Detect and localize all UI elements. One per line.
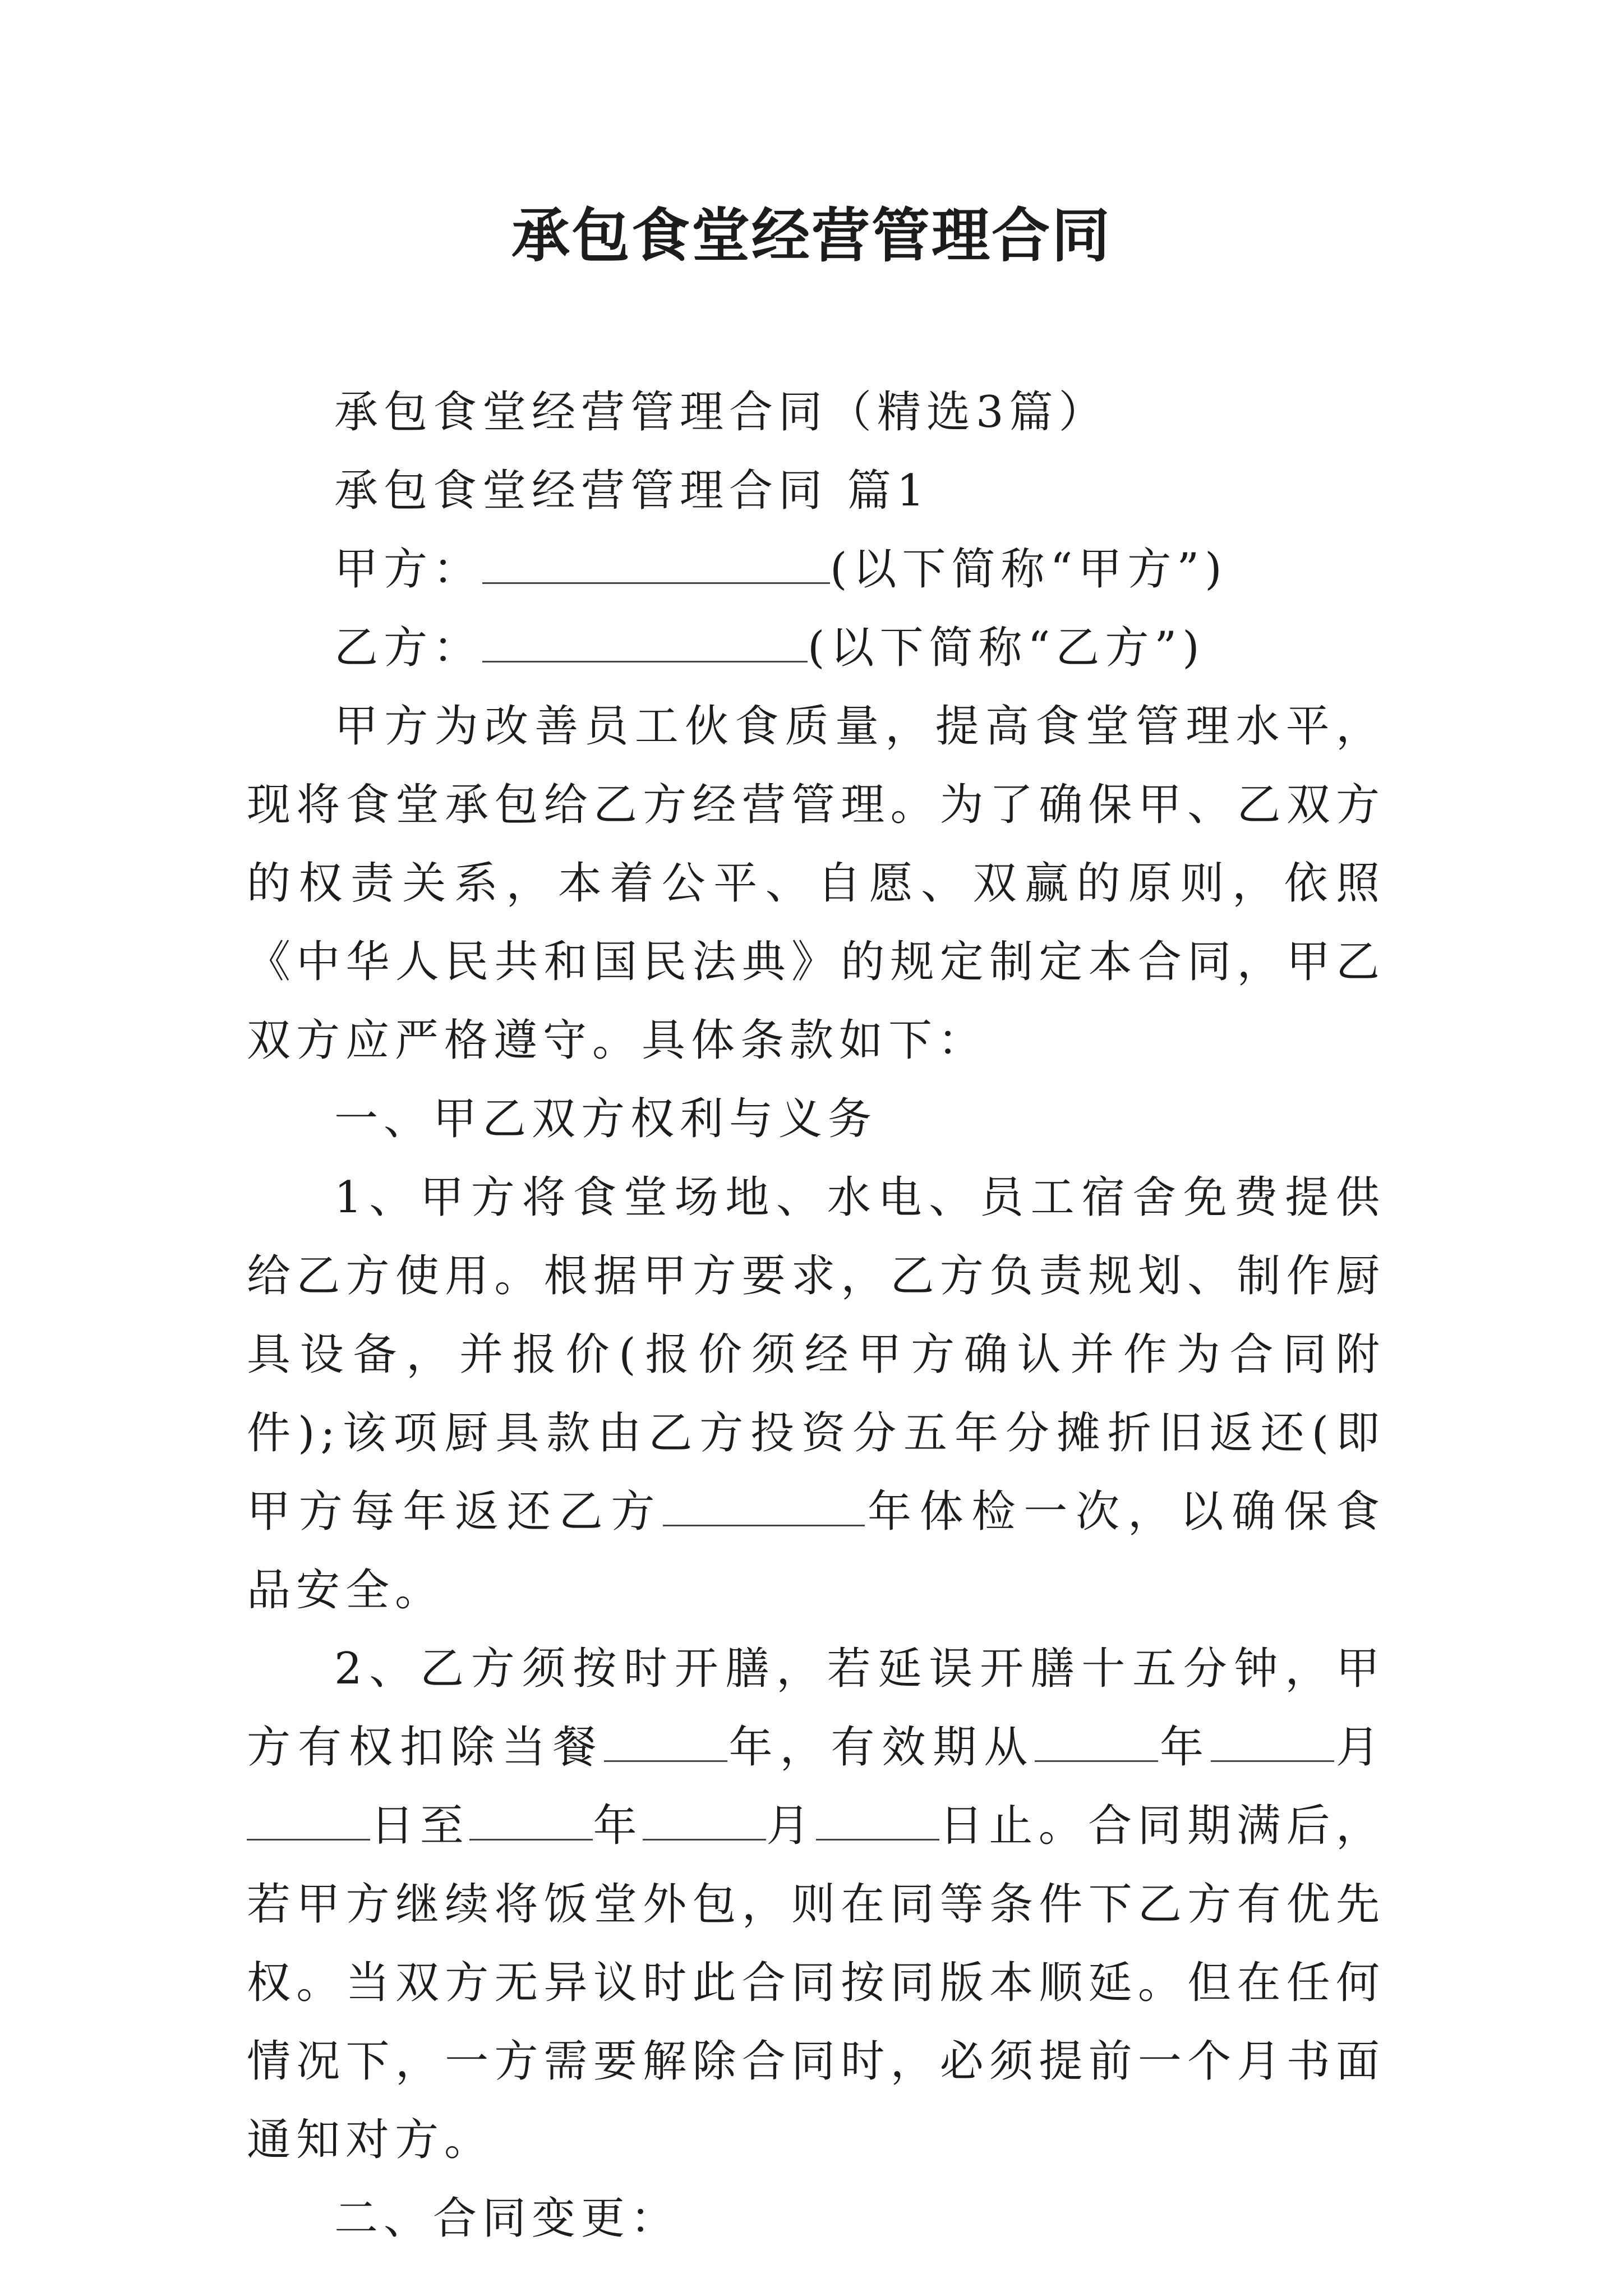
clause-2-blank-4 — [247, 1800, 370, 1841]
subtitle: 承包食堂经营管理合同（精选3篇） — [334, 387, 1108, 438]
party-b-blank — [482, 622, 808, 662]
clause-2-blank-1 — [604, 1721, 727, 1762]
document-body — [247, 373, 1385, 2258]
clause-2-blank-6 — [643, 1800, 766, 1841]
party-a-line — [247, 530, 1385, 609]
party-b-line — [247, 609, 1385, 687]
party-a-suffix: (以下简称“甲方”) — [830, 544, 1228, 595]
clause-2-text-5: 日至 — [370, 1801, 470, 1851]
section-heading: 承包食堂经营管理合同 篇1 — [334, 466, 930, 516]
party-b-label: 乙方： — [334, 623, 483, 673]
clause-1-text-before: 1、甲方将食堂场地、水电、员工宿舍免费提供给乙方使用。根据甲方要求，乙方负责规划、制作厨具设备，并报价(报价须经甲方确认并作为合同附件);该项厨具款由乙方投资分五年分摊折旧返还(即甲方每年返还乙方 — [247, 1172, 1385, 1537]
clause-1-text-after: 年体检一次，以确保食品安全。 — [247, 1487, 1385, 1616]
clause-2 — [247, 1630, 1385, 2179]
heading-rights-obligations: 一、甲乙双方权利与义务 — [334, 1094, 878, 1144]
heading-contract-change: 二、合同变更： — [334, 2193, 680, 2244]
clause-2-text-6: 年 — [593, 1801, 643, 1851]
clause-2-text-8: 日止。合同期满后，若甲方继续将饭堂外包，则在同等条件下乙方有优先权。当双方无异议时此合同按同版本顺延。但在任何情况下，一方需要解除合同时，必须提前一个月书面通知对方。 — [247, 1801, 1385, 2165]
clause-1 — [247, 1158, 1385, 1630]
clause-2-blank-5 — [469, 1800, 593, 1841]
intro-paragraph: 甲方为改善员工伙食质量，提高食堂管理水平，现将食堂承包给乙方经营管理。为了确保甲、乙双方的权责关系，本着公平、自愿、双赢的原则，依照《中华人民共和国民法典》的规定制定本合同，甲乙双方应严格遵守。具体条款如下： — [247, 701, 1385, 1066]
clause-2-text-2: 年，有效期从 — [727, 1722, 1035, 1773]
party-b-suffix: (以下简称“乙方”) — [808, 623, 1205, 673]
clause-2-blank-3 — [1211, 1721, 1334, 1762]
clause-2-text-3: 年 — [1158, 1722, 1211, 1773]
clause-2-text-1: 2、乙方须按时开膳，若延误开膳十五分钟，甲方有权扣除当餐 — [247, 1644, 1385, 1773]
party-a-label: 甲方： — [334, 544, 483, 595]
clause-2-text-4: 月 — [1334, 1722, 1385, 1773]
clause-1-blank — [663, 1485, 865, 1526]
clause-2-text-7: 月 — [766, 1801, 816, 1851]
document-title: 承包食堂经营管理合同 — [511, 201, 1112, 270]
clause-2-blank-2 — [1035, 1721, 1158, 1762]
party-a-blank — [482, 543, 830, 584]
clause-2-blank-7 — [816, 1800, 939, 1841]
